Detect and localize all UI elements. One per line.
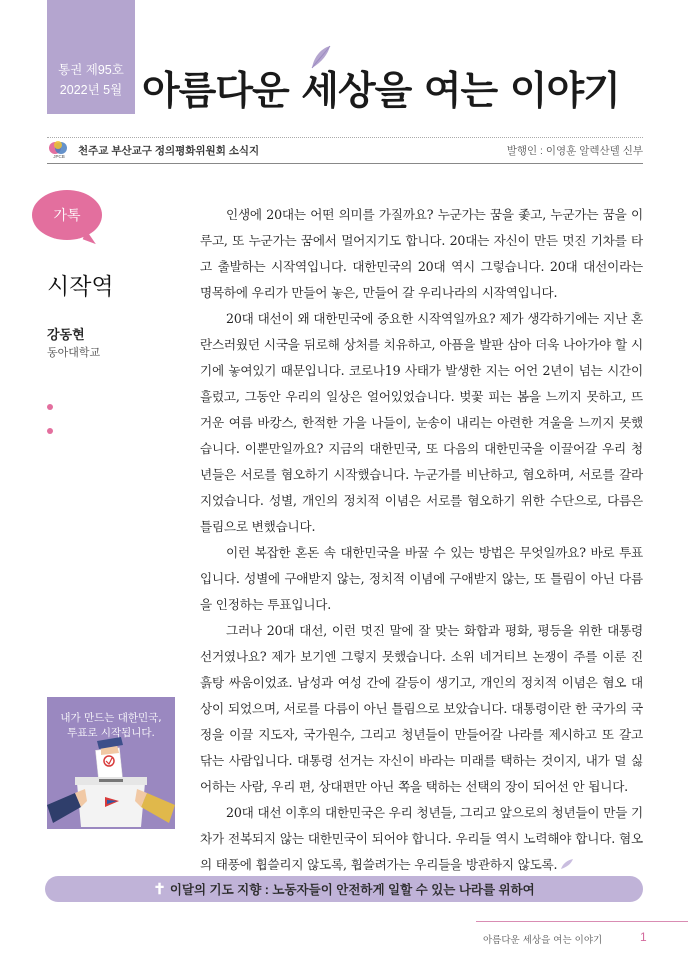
article-paragraph-text: 20대 대선 이후의 대한민국은 우리 청년들, 그리고 앞으로의 청년들이 만들 기차가 전복되지 않는 대한민국이 되어야 합니다. 우리들 역시 노력해야 합니다. 혐오의 태풍에 휩쓸리지 않도록, 휩쓸려가는 우리들을 방관하지 않도록. [200, 805, 643, 872]
org-name: 천주교 부산교구 정의평화위원회 소식지 [78, 145, 260, 157]
org-logo-icon [47, 141, 71, 159]
article-paragraph: 20대 대선이 왜 대한민국에 중요한 시작역일까요? 제가 생각하기에는 지난 혼란스러웠던 시국을 뒤로해 상처를 치유하고, 아픔을 발판 삼아 더욱 나아가야 할 시기에 놓여있기 때문입니다. 코로나19 사태가 발생한 지는 어언 2년이 넘는 시간이 흘렀고, 그동안 우리의 일상은 얼어있었습니다. 벚꽃 피는 봄을 느끼지 못하고, 뜨거운 여름 바캉스, 한적한 가을 나들이, 눈송이 내리는 아련한 겨울을 느끼지 못했습니다. 이뿐만일까요? 지금의 대한민국, 또 다음의 대한민국을 이끌어갈 우리 청년들은 서로를 혐오하기 시작했습니다. 누군가를 비난하고, 혐오하며, 서로를 갈라지었습니다. 성별, 개인의 정치적 이념은 서로를 혐오하기 위한 수단으로, 다름은 틀림으로 변했습니다. [200, 311, 643, 534]
ballot-box-icon [47, 697, 175, 829]
article-paragraph: 그러나 20대 대선, 이런 멋진 말에 잘 맞는 화합과 평화, 평등을 위한 대통령 선거였나요? 제가 보기엔 그렇지 못했습니다. 소위 네거티브 논쟁이 주를 이룬 진흙탕 싸움이었죠. 남성과 여성 간에 갈등이 생기고, 개인의 정치적 이념은 혐오 대상이 되었으며, 서로를 다름이 아닌 틀림으로 보았습니다. 대통령이란 한 국가의 국정을 이끌 지도자, 국가원수, 그리고 청년들이 만들어갈 나라를 제시하고 또 갈고 닦는 사람입니다. 대통령 선거는 자신이 바라는 미래를 택하는 것이지, 내가 덜 싫어하는 사람, 우리 편, 상대편만 아닌 쪽을 택하는 선택의 장이 되어선 안 됩니다. [200, 623, 643, 794]
leaf-end-icon [560, 858, 574, 870]
vote-illustration [47, 697, 175, 829]
prayer-intention-text: 이달의 기도 지향 : 노동자들이 안전하게 일할 수 있는 나라를 위하여 [169, 883, 535, 897]
org-logo-text: JPCB [53, 154, 65, 159]
author-name: 강동현 [47, 327, 85, 342]
masthead [142, 60, 620, 116]
header-divider [47, 163, 643, 164]
illustration-caption-line1: 내가 만드는 대한민국, [60, 712, 162, 724]
issue-box [47, 0, 135, 114]
article-paragraph [200, 800, 643, 878]
publisher: 발행인 : 이영훈 알렉산델 신부 [506, 145, 643, 157]
leaf-icon [308, 44, 334, 70]
footer-divider [476, 921, 688, 922]
org-row [47, 139, 643, 159]
illustration-caption-line2: 투표로 시작됩니다. [67, 727, 155, 739]
bubble-tail [83, 230, 100, 244]
author-affiliation: 동아대학교 [47, 347, 101, 359]
footer-masthead: 아름다운 세상을 여는 이야기 [483, 935, 603, 946]
header-divider-dotted [47, 137, 643, 138]
article-paragraph: 이런 복잡한 혼돈 속 대한민국을 바꿀 수 있는 방법은 무엇일까요? 바로 투표입니다. 성별에 구애받지 않는, 정치적 이념에 구애받지 않는, 또 틀림이 아닌 다름을 인정하는 투표입니다. [200, 545, 643, 612]
category-label: 가톡 [53, 207, 81, 223]
issue-number: 통권 제95호 [58, 63, 124, 77]
decorative-dot [47, 428, 53, 434]
article-paragraph: 인생에 20대는 어떤 의미를 가질까요? 누군가는 꿈을 좇고, 누군가는 꿈을 이루고, 또 누군가는 꿈에서 멀어지기도 합니다. 20대는 자신이 만든 멋진 기차를 타고 출발하는 시작역입니다. 대한민국의 20대 역시 그렇습니다. 20대 대선이라는 명목하에 우리가 만들어 놓은, 만들어 갈 우리나라의 시작역입니다. [200, 207, 643, 300]
article-title: 시작역 [47, 273, 114, 299]
decorative-dot [47, 404, 53, 410]
cross-icon: ✝ [153, 881, 166, 898]
masthead-title: 아름다운 세상을 여는 이야기 [142, 68, 620, 114]
issue-date: 2022년 5월 [59, 83, 123, 97]
page-number: 1 [640, 930, 647, 944]
prayer-intention-bar [45, 876, 643, 902]
article-body [200, 202, 643, 878]
